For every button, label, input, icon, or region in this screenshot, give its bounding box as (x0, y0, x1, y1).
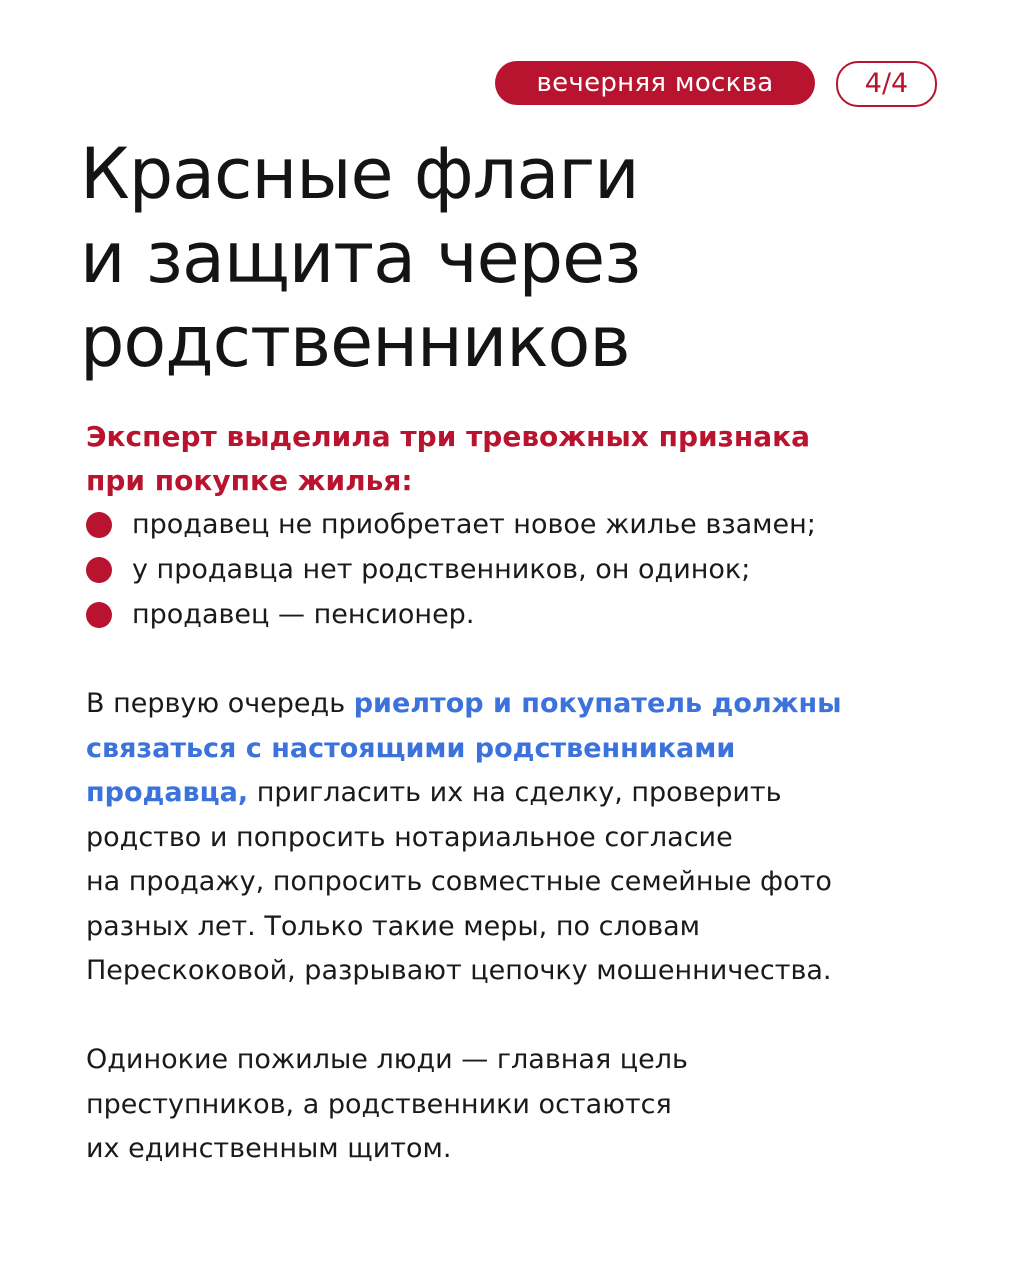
paragraph-line: преступников, а родственники остаются (86, 1088, 672, 1120)
list-item-text: продавец — пенсионер. (132, 599, 475, 630)
title-line: родственников (80, 301, 630, 383)
advice-paragraph (86, 682, 986, 994)
plain-text: пригласить их на сделку, проверить (248, 777, 782, 808)
red-flags-list (86, 502, 986, 637)
bullet-dot-icon (86, 602, 112, 628)
conclusion-paragraph (86, 1038, 986, 1172)
brand-badge: вечерняя москва (495, 61, 815, 105)
list-item-text: продавец не приобретает новое жилье взамен; (132, 509, 816, 540)
list-item-text: у продавца нет родственников, он одинок; (132, 554, 751, 585)
highlighted-text: продавца, (86, 777, 249, 808)
paragraph-line: разных лет. Только такие меры, по словам (86, 910, 701, 942)
heading-line: при покупке жилья: (86, 464, 413, 497)
red-flags-heading (86, 415, 946, 503)
paragraph-line (86, 771, 986, 816)
paragraph-line: их единственным щитом. (86, 1133, 452, 1164)
paragraph-line: родство и попросить нотариальное согласие (86, 821, 733, 853)
list-item (86, 592, 986, 637)
paragraph-line: на продажу, попросить совместные семейные фото (86, 866, 832, 897)
page-counter: 4/4 (836, 61, 937, 107)
list-item (86, 502, 986, 547)
highlighted-text: риелтор и покупатель должны (353, 688, 842, 719)
highlighted-text: связаться с настоящими родственниками (86, 732, 736, 764)
plain-text: В первую очередь (86, 688, 354, 719)
page-title (80, 132, 960, 384)
paragraph-line (86, 682, 986, 727)
paragraph-line: Перескоковой, разрывают цепочку мошенничества. (86, 955, 832, 986)
paragraph-line: Одинокие пожилые люди — главная цель (86, 1044, 688, 1075)
list-item (86, 547, 986, 592)
bullet-dot-icon (86, 557, 112, 583)
title-line: Красные флаги (80, 133, 639, 215)
title-line: и защита через (80, 217, 641, 299)
bullet-dot-icon (86, 512, 112, 538)
heading-line: Эксперт выделила три тревожных признака (86, 420, 811, 453)
